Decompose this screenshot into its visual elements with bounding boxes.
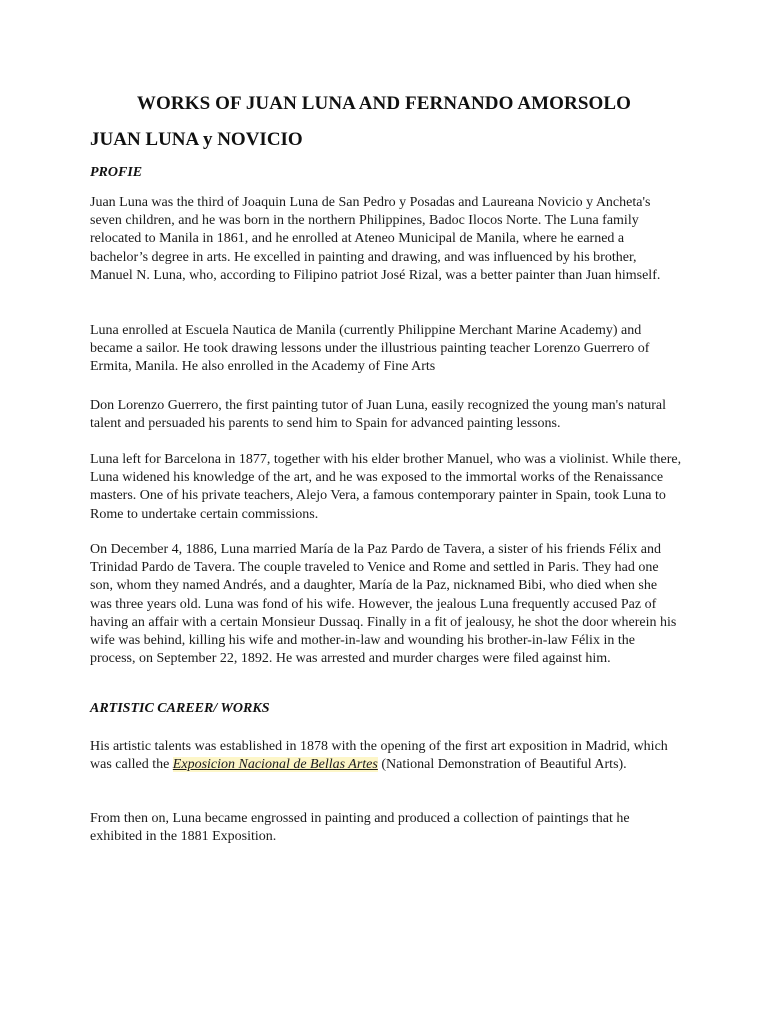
artist-name-heading: JUAN LUNA y NOVICIO <box>90 129 303 150</box>
career-heading: ARTISTIC CAREER/ WORKS <box>90 701 270 716</box>
career-paragraph-1-lead: His artistic talents was established in 1878 with the opening of the first art exposition in Madrid, which was called the <box>90 739 668 773</box>
career-paragraph-1-tail: (National Demonstration of Beautiful Arts). <box>377 757 627 773</box>
exposition-link[interactable]: Exposicion Nacional de Bellas Artes <box>172 757 378 773</box>
document-title: WORKS OF JUAN LUNA AND FERNANDO AMORSOLO <box>136 93 632 114</box>
career-paragraph-1 <box>90 738 682 774</box>
profile-paragraph-5: On December 4, 1886, Luna married María de la Paz Pardo de Tavera, a sister of his friends Félix and Trinidad Pardo de Tavera. The couple traveled to Venice and Rome and settled in Paris. They had one son, whom they named Andrés, and a daughter, María de la Paz, nicknamed Bibi, who died when she was three years old. Luna was fond of his wife. However, the jealous Luna frequently accused Paz of having an affair with a certain Monsieur Dussaq. Finally in a fit of jealousy, he shot the door wherein his wife was behind, killing his wife and mother-in-law and wounding his brother-in-law Félix in the process, on September 22, 1892. He was arrested and murder charges were filed against him. <box>90 542 677 667</box>
profile-paragraph-4: Luna left for Barcelona in 1877, together with his elder brother Manuel, who was a violinist. While there, Luna widened his knowledge of the art, and he was exposed to the immortal works of the Renaissance masters. One of his private teachers, Alejo Vera, a famous contemporary painter in Spain, took Luna to Rome to undertake certain commissions. <box>90 452 682 522</box>
career-paragraph-2: From then on, Luna became engrossed in painting and produced a collection of paintings that he exhibited in the 1881 Exposition. <box>90 811 630 845</box>
profile-paragraph-3: Don Lorenzo Guerrero, the first painting tutor of Juan Luna, easily recognized the young man's natural talent and persuaded his parents to send him to Spain for advanced painting lessons. <box>90 398 666 432</box>
profile-paragraph-2: Luna enrolled at Escuela Nautica de Manila (currently Philippine Merchant Marine Academy) and became a sailor. He took drawing lessons under the illustrious painting teacher Lorenzo Guerrero of Ermita, Manila. He also enrolled in the Academy of Fine Arts <box>90 323 650 375</box>
profile-heading: PROFIE <box>90 165 143 180</box>
profile-paragraph-1: Juan Luna was the third of Joaquin Luna de San Pedro y Posadas and Laureana Novicio y Ancheta's seven children, and he was born in the northern Philippines, Badoc Ilocos Norte. The Luna family relocated to Manila in 1861, and he enrolled at Ateneo Municipal de Manila, where he earned a bachelor’s degree in arts. He excelled in painting and drawing, and was influenced by his brother, Manuel N. Luna, who, according to Filipino patriot José Rizal, was a better painter than Juan himself. <box>90 195 661 283</box>
